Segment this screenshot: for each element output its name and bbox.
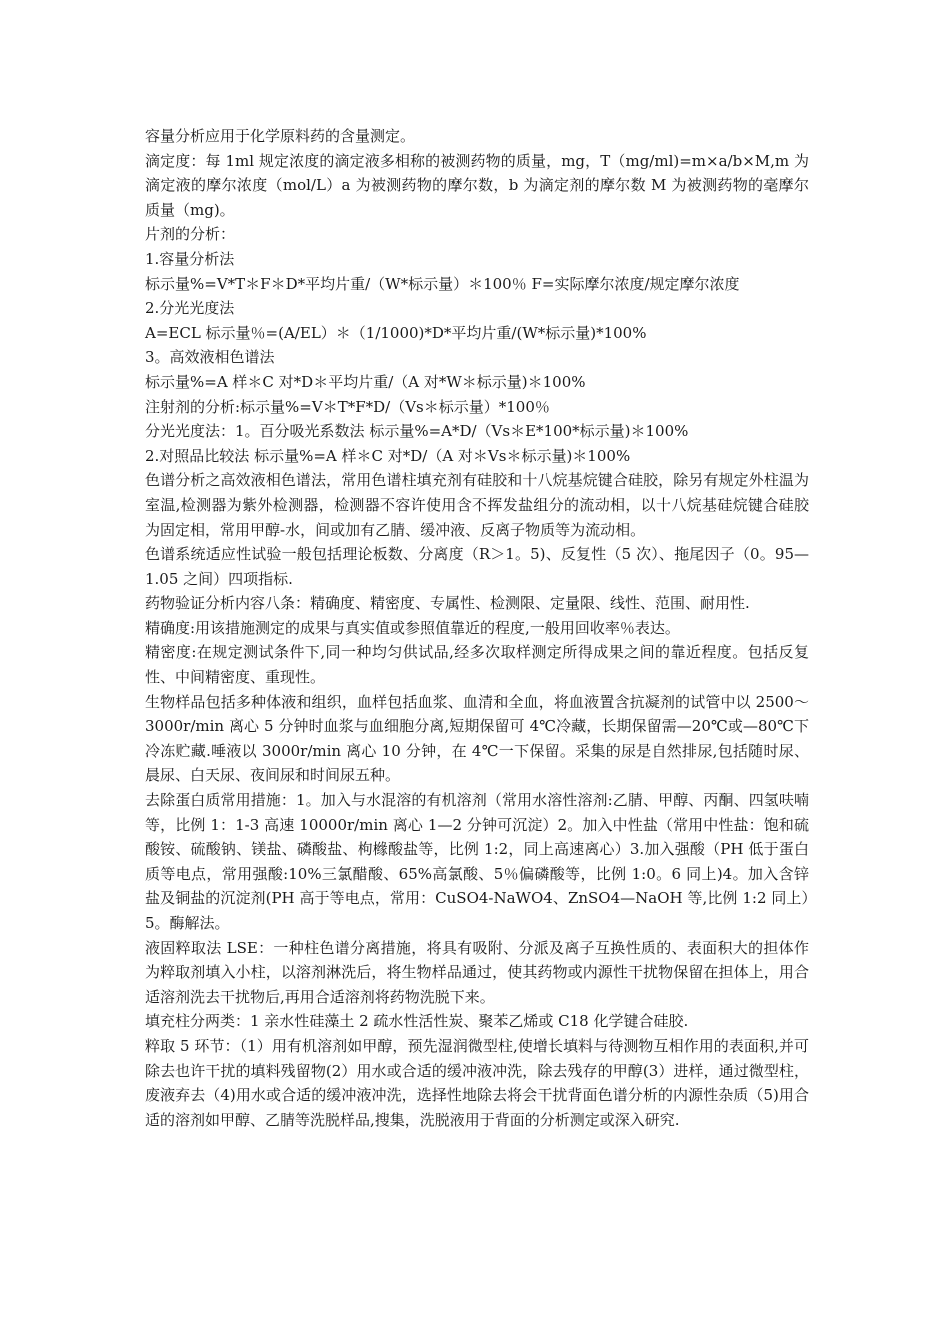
paragraph: 标示量%=V*T＊F＊D*平均片重/（W*标示量）＊100％ F=实际摩尔浓度/规定摩尔浓度 (145, 274, 740, 293)
paragraph: 精密度:在规定测试条件下,同一种均匀供试品,经多次取样测定所得成果之间的靠近程度。包括反复性、中间精密度、重现性。 (145, 643, 809, 687)
paragraph: 滴定度：每 1ml 规定浓度的滴定液多相称的被测药物的质量，mg，T（mg/ml)=m×a/b×M,m 为滴定液的摩尔浓度（mol/L）a 为被测药物的摩尔数，b 为滴定剂的摩尔数 M 为被测药物的毫摩尔质量（mg)。 (145, 151, 809, 219)
paragraph: 粹取 5 环节：（1）用有机溶剂如甲醇，预先湿润微型柱,使增长填料与待测物互相作用的表面积,并可除去也许干扰的填料残留物(2）用水或合适的缓冲液冲洗，除去残存的甲醇(3）进样，通过微型柱，废液弃去（4)用水或合适的缓冲液冲洗，选择性地除去将会干扰背面色谱分析的内源性杂质（5)用合适的溶剂如甲醇、乙腈等洗脱样品,搜集，洗脱液用于背面的分析测定或深入研究. (145, 1036, 809, 1129)
paragraph: 容量分析应用于化学原料药的含量测定。 (145, 127, 416, 145)
document-body (145, 124, 809, 1132)
paragraph: 3。高效液相色谱法 (145, 348, 275, 367)
paragraph: 分光光度法：1。百分吸光系数法 标示量%=A*D/（Vs＊E*100*标示量)＊100% (145, 422, 689, 441)
paragraph: 色谱分析之高效液相色谱法，常用色谱柱填充剂有硅胶和十八烷基烷键合硅胶，除另有规定外柱温为室温,检测器为紫外检测器，检测器不容许使用含不挥发盐组分的流动相，以十八烷基硅烷键合硅胶为固定相，常用甲醇-水，间或加有乙腈、缓冲液、反离子物质等为流动相。 (145, 471, 809, 539)
paragraph: 色谱系统适应性试验一般包括理论板数、分离度（R＞1。5)、反复性（5 次）、拖尾因子（0。95—1.05 之间）四项指标. (145, 545, 809, 588)
paragraph: A=ECL 标示量％=(A/EL）＊（1/1000)*D*平均片重/(W*标示量)*100% (145, 323, 647, 342)
paragraph: 标示量%=A 样＊C 对*D＊平均片重/（A 对*W＊标示量)＊100% (145, 372, 586, 391)
paragraph: 液固粹取法 LSE：一种柱色谱分离措施，将具有吸附、分派及离子互换性质的、表面积大的担体作为粹取剂填入小柱，以溶剂淋洗后，将生物样品通过，使其药物或内源性干扰物保留在担体上，用合适溶剂洗去干扰物后,再用合适溶剂将药物洗脱下来。 (145, 938, 809, 1006)
paragraph: 填充柱分两类：1 亲水性硅藻土 2 疏水性活性炭、聚苯乙烯或 C18 化学键合硅胶. (145, 1012, 689, 1031)
paragraph: 精确度:用该措施测定的成果与真实值或参照值靠近的程度,一般用回收率％表达。 (145, 618, 680, 637)
paragraph: 药物验证分析内容八条：精确度、精密度、专属性、检测限、定量限、线性、范围、耐用性. (145, 594, 750, 613)
paragraph: 去除蛋白质常用措施：1。加入与水混溶的有机溶剂（常用水溶性溶剂:乙腈、甲醇、丙酮、四氢呋喃等，比例 1：1-3 高速 10000r/min 离心 1—2 分钟可沉淀）2。加入中性盐（常用中性盐：饱和硫酸铵、硫酸钠、镁盐、磷酸盐、枸橼酸盐等，比例 1:2，同上高速离心）3.加入强酸（PH 低于蛋白质等电点，常用强酸:10%三氯醋酸、65%高氯酸、5％偏磷酸等，比例 1:0。6 同上)4。加入含锌盐及铜盐的沉淀剂(PH 高于等电点，常用：CuSO4-NaWO4、ZnSO4—NaOH 等,比例 1:2 同上）5。酶解法。 (145, 791, 809, 932)
paragraph: 片剂的分析： (145, 225, 236, 244)
paragraph: 2.对照品比较法 标示量%=A 样＊C 对*D/（A 对＊Vs＊标示量)＊100% (145, 446, 631, 465)
paragraph: 1.容量分析法 (145, 249, 235, 268)
paragraph: 2.分光光度法 (145, 299, 235, 318)
paragraph: 生物样品包括多种体液和组织，血样包括血浆、血清和全血，将血液置含抗凝剂的试管中以 2500～3000r/min 离心 5 分钟时血浆与血细胞分离,短期保留可 4℃冷藏，长期保留需—20℃或—80℃下冷冻贮藏.唾液以 3000r/min 离心 10 分钟，在 4℃一下保留。采集的尿是自然排尿,包括随时尿、晨尿、白天尿、夜间尿和时间尿五种。 (145, 692, 809, 785)
paragraph: 注射剂的分析:标示量%=V＊T*F*D/（Vs＊标示量）*100％ (145, 397, 550, 416)
